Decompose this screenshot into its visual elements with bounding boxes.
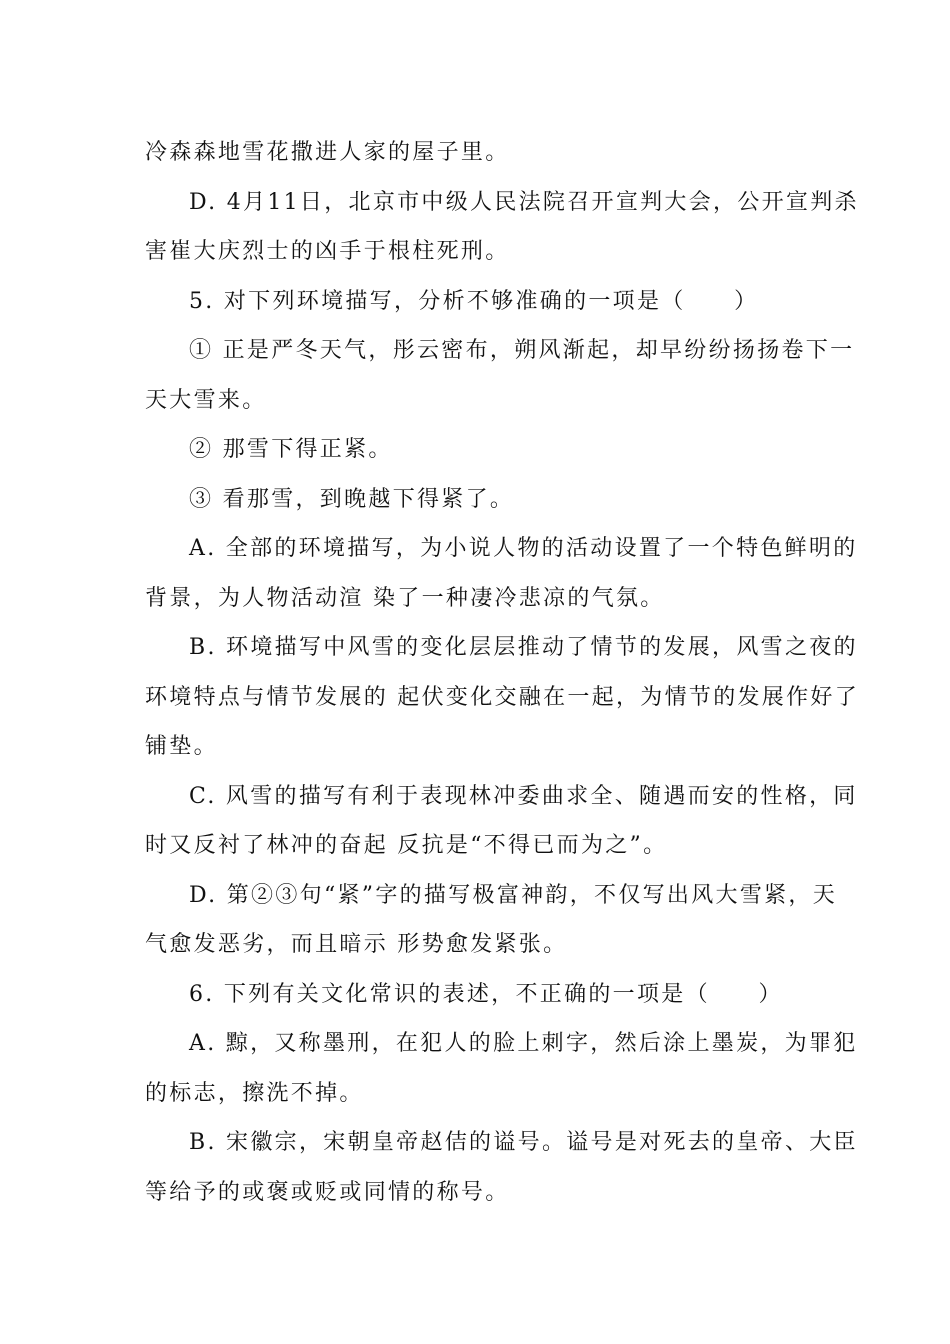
question-6: 6. 下列有关文化常识的表述，不正确的一项是（ ） [189, 981, 783, 1007]
text-line: 时又反衬了林冲的奋起 反抗是“不得已而为之”。 [145, 833, 668, 858]
text-line: 背景，为人物活动渲 染了一种凄冷悲凉的气氛。 [145, 585, 665, 611]
text-line: 气愈发恶劣，而且暗示 形势愈发紧张。 [145, 932, 568, 957]
option-d-line: D. 4月11日，北京市中级人民法院召开宣判大会，公开宣判杀 [189, 189, 859, 215]
option-a-line: A. 黥，又称墨刑，在犯人的脸上刺字，然后涂上墨炭，为罪犯 [189, 1031, 858, 1056]
text-line: 冷森森地雪花撒进人家的屋子里。 [145, 140, 510, 165]
text-line: 天大雪来。 [145, 387, 267, 413]
text-line: 的标志，擦洗不掉。 [145, 1080, 364, 1106]
text-line: 等给予的或褒或贬或同情的称号。 [145, 1179, 510, 1205]
question-5: 5. 对下列环境描写，分析不够准确的一项是（ ） [189, 288, 759, 314]
option-b-line: B. 宋徽宗，宋朝皇帝赵佶的谥号。谥号是对死去的皇帝、大臣 [189, 1130, 858, 1155]
quote-1-line: ① 正是严冬天气，彤云密布，朔风渐起，却早纷纷扬扬卷下一 [189, 338, 855, 363]
quote-2-line: ② 那雪下得正紧。 [189, 437, 393, 462]
text-line: 环境特点与情节发展的 起伏变化交融在一起，为情节的发展作好了 [145, 684, 859, 710]
quote-3-line: ③ 看那雪，到晚越下得紧了。 [189, 486, 515, 512]
option-b-line: B. 环境描写中风雪的变化层层推动了情节的发展，风雪之夜的 [189, 635, 858, 660]
text-line: 铺垫。 [145, 734, 218, 759]
option-c-line: C. 风雪的描写有利于表现林冲委曲求全、随遇而安的性格，同 [189, 783, 858, 809]
option-a-line: A. 全部的环境描写，为小说人物的活动设置了一个特色鲜明的 [189, 536, 858, 561]
text-line: 害崔大庆烈士的凶手于根柱死刑。 [145, 239, 510, 264]
document-page [145, 128, 859, 1217]
option-d-line: D. 第②③句“紧”字的描写极富神韵，不仅写出风大雪紧，天 [189, 882, 838, 908]
